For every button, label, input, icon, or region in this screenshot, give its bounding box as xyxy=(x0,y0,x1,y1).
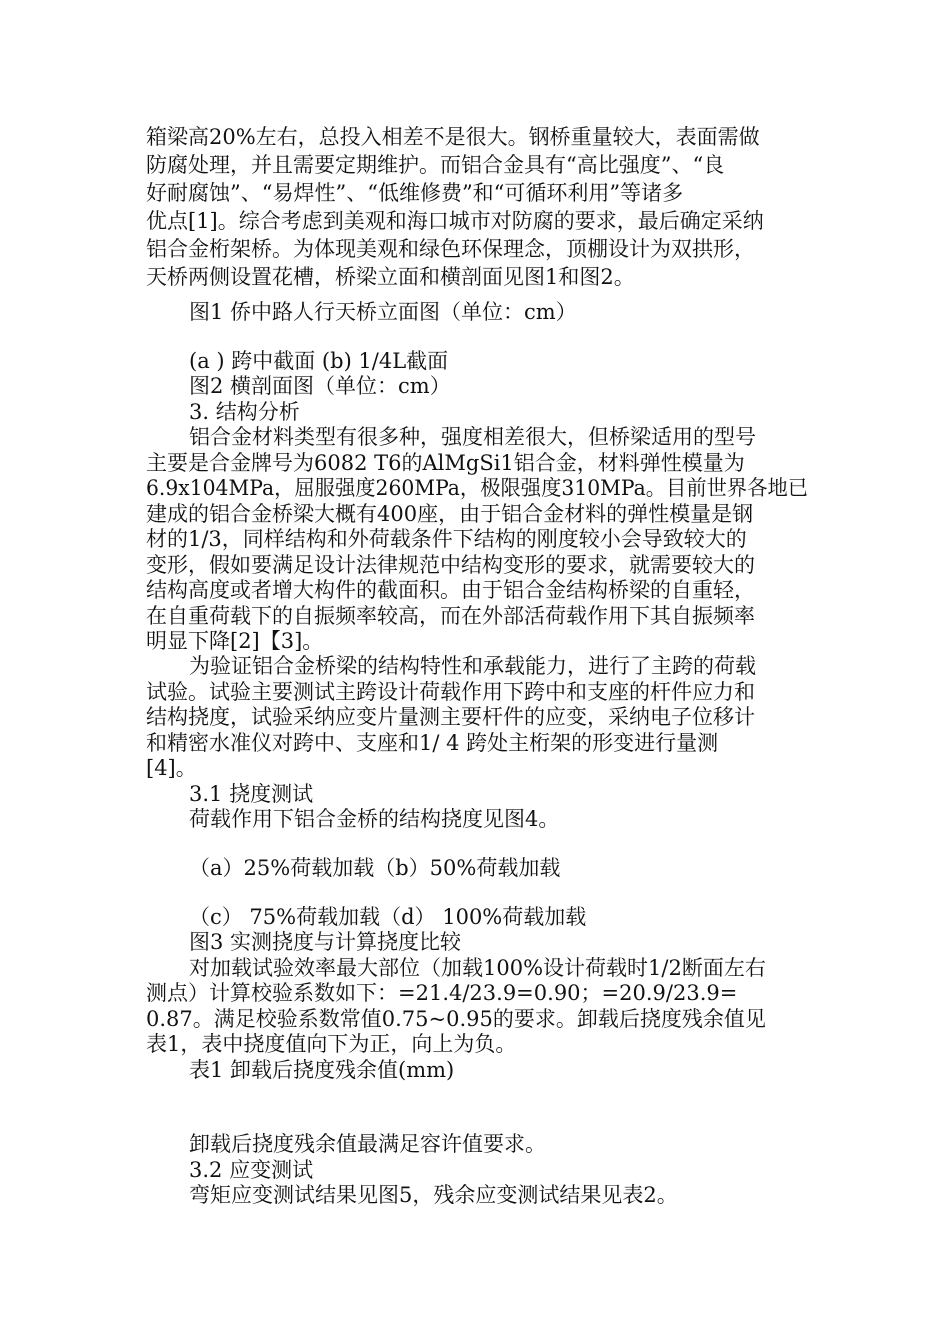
paragraph-line: 铝合金桁架桥。为体现美观和绿色环保理念，顶棚设计为双拱形， xyxy=(146,237,755,261)
paragraph-line: 测点）计算校验系数如下：=21.4/23.9=0.90；=20.9/23.9= xyxy=(146,981,738,1005)
paragraph-line: 卸载后挠度残余值最满足容许值要求。 xyxy=(189,1132,546,1156)
section-heading: 3. 结构分析 xyxy=(189,400,300,424)
paragraph-line: 变形，假如要满足设计法律规范中结构变形的要求，就需要较大的 xyxy=(146,553,755,577)
paragraph-line: 主要是合金牌号为6082 T6的AlMgSi1铝合金，材料弹性模量为 xyxy=(146,451,745,475)
paragraph-line: 铝合金材料类型有很多种，强度相差很大，但桥梁适用的型号 xyxy=(189,425,756,449)
paragraph-line: 明显下降[2]【3]。 xyxy=(146,629,324,653)
paragraph-line: 好耐腐蚀”、“易焊性”、“低维修费”和“可循环利用”等诸多 xyxy=(146,181,684,205)
figure-caption: 图3 实测挠度与计算挠度比较 xyxy=(189,930,462,954)
paragraph-line: 结构挠度，试验采纳应变片量测主要杆件的应变，采纳电子位移计 xyxy=(146,705,755,729)
paragraph-line: 0.87。满足校验系数常值0.75~0.95的要求。卸载后挠度残余值见 xyxy=(146,1007,766,1031)
section-heading: 3.1 挠度测试 xyxy=(189,782,314,806)
figure-caption: 图1 侨中路人行天桥立面图（单位：cm） xyxy=(189,300,577,324)
paragraph-line: 为验证铝合金桥梁的结构特性和承载能力，进行了主跨的荷载 xyxy=(189,654,756,678)
section-heading: 3.2 应变测试 xyxy=(189,1158,314,1182)
table-caption: 表1 卸载后挠度残余值(mm) xyxy=(189,1058,455,1082)
paragraph-line: 箱梁高20%左右，总投入相差不是很大。钢桥重量较大，表面需做 xyxy=(146,125,760,149)
paragraph-line: 材的1/3，同样结构和外荷载条件下结构的刚度较小会导致较大的 xyxy=(146,527,747,551)
paragraph-line: 防腐处理，并且需要定期维护。而铝合金具有“高比强度”、“良 xyxy=(146,153,725,177)
paragraph-line: 和精密水准仪对跨中、支座和1/ 4 跨处主桁架的形变进行量测 xyxy=(146,731,719,755)
paragraph-line: 天桥两侧设置花槽，桥梁立面和横剖面见图1和图2。 xyxy=(146,265,635,289)
figure-caption: 图2 横剖面图（单位：cm） xyxy=(189,374,451,398)
subfigure-caption: （c） 75%荷载加载（d） 100%荷载加载 xyxy=(189,905,587,929)
paragraph-line: 建成的铝合金桥梁大概有400座，由于铝合金材料的弹性模量是钢 xyxy=(146,502,754,526)
subfigure-caption: (a ) 跨中截面 (b) 1/4L截面 xyxy=(189,349,449,373)
paragraph-line: 优点[1]。综合考虑到美观和海口城市对防腐的要求，最后确定采纳 xyxy=(146,209,764,233)
paragraph-line: 弯矩应变测试结果见图5，残余应变测试结果见表2。 xyxy=(189,1183,678,1207)
paragraph-line: 荷载作用下铝合金桥的结构挠度见图4。 xyxy=(189,807,560,831)
paragraph-line: 表1，表中挠度值向下为正，向上为负。 xyxy=(146,1032,517,1056)
paragraph-line: 在自重荷载下的自振频率较高，而在外部活荷载作用下其自振频率 xyxy=(146,604,755,628)
subfigure-caption: （a）25%荷载加载（b）50%荷载加载 xyxy=(189,856,561,880)
paragraph-line: 试验。试验主要测试主跨设计荷载作用下跨中和支座的杆件应力和 xyxy=(146,680,755,704)
paragraph-line: 对加载试验效率最大部位（加载100%设计荷载时1/2断面左右 xyxy=(189,956,766,980)
paragraph-line: 结构高度或者增大构件的截面积。由于铝合金结构桥梁的自重轻， xyxy=(146,578,755,602)
paragraph-line: 6.9x104MPa，屈服强度260MPa，极限强度310MPa。目前世界各地已 xyxy=(146,476,809,500)
paragraph-line: [4]。 xyxy=(146,756,197,780)
